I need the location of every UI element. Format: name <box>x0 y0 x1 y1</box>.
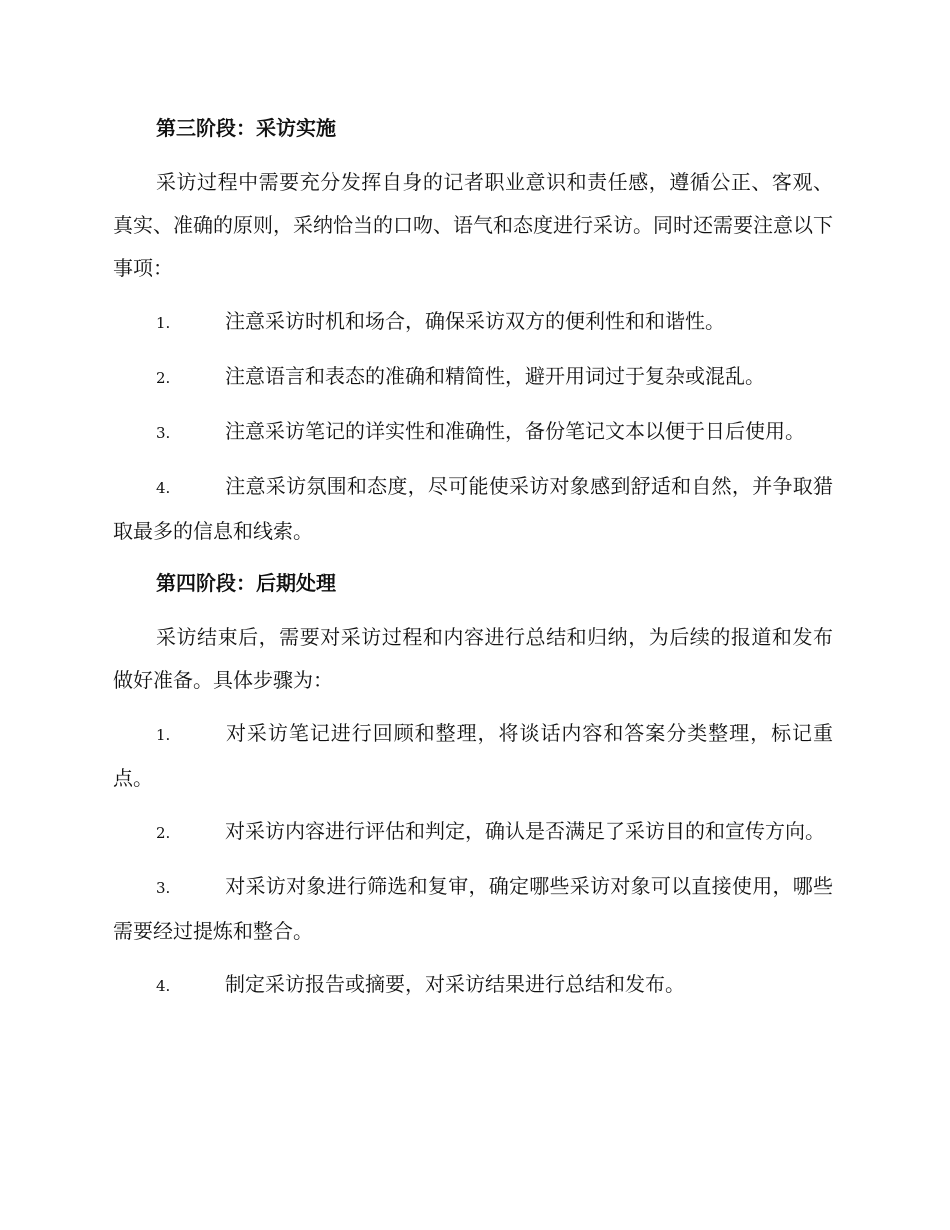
list-item-text: 注意采访氛围和态度，尽可能使采访对象感到舒适和自然，并争取猎取最多的信息和线索。 <box>113 474 833 543</box>
list-item-number: 2. <box>156 369 171 387</box>
list-item-number: 1. <box>156 726 171 744</box>
list-item-number: 4. <box>156 977 171 995</box>
list-item <box>113 300 833 345</box>
list-item-number: 3. <box>156 424 171 442</box>
list-item <box>113 465 833 553</box>
section-stage-3 <box>113 108 833 553</box>
section-heading: 第三阶段：采访实施 <box>156 116 336 140</box>
list-item <box>113 865 833 953</box>
list-item-number: 3. <box>156 879 171 897</box>
list-item-text: 制定采访报告或摘要，对采访结果进行总结和发布。 <box>225 972 685 996</box>
section-intro: 采访结束后，需要对采访过程和内容进行总结和归纳，为后续的报道和发布做好准备。具体步骤为： <box>113 625 833 692</box>
list-item <box>113 410 833 455</box>
list-item-text: 对采访对象进行筛选和复审，确定哪些采访对象可以直接使用，哪些需要经过提炼和整合。 <box>113 874 833 943</box>
list-item <box>113 355 833 400</box>
list-item-text: 注意采访时机和场合，确保采访双方的便利性和和谐性。 <box>225 309 725 333</box>
section-heading: 第四阶段：后期处理 <box>156 571 336 595</box>
list-item <box>113 810 833 855</box>
list-item-text: 注意语言和表态的准确和精简性，避开用词过于复杂或混乱。 <box>225 364 765 388</box>
document-body <box>113 108 833 1018</box>
list-item-text: 对采访笔记进行回顾和整理，将谈话内容和答案分类整理，标记重点。 <box>113 721 833 790</box>
section-stage-4 <box>113 563 833 1008</box>
list-item <box>113 963 833 1008</box>
list-item-number: 1. <box>156 314 171 332</box>
list-item-number: 4. <box>156 479 171 497</box>
list-item <box>113 712 833 800</box>
list-item-text: 对采访内容进行评估和判定，确认是否满足了采访目的和宣传方向。 <box>225 819 825 843</box>
section-intro: 采访过程中需要充分发挥自身的记者职业意识和责任感，遵循公正、客观、真实、准确的原则，采纳恰当的口吻、语气和态度进行采访。同时还需要注意以下事项： <box>113 170 833 280</box>
list-item-text: 注意采访笔记的详实性和准确性，备份笔记文本以便于日后使用。 <box>225 419 805 443</box>
list-item-number: 2. <box>156 824 171 842</box>
